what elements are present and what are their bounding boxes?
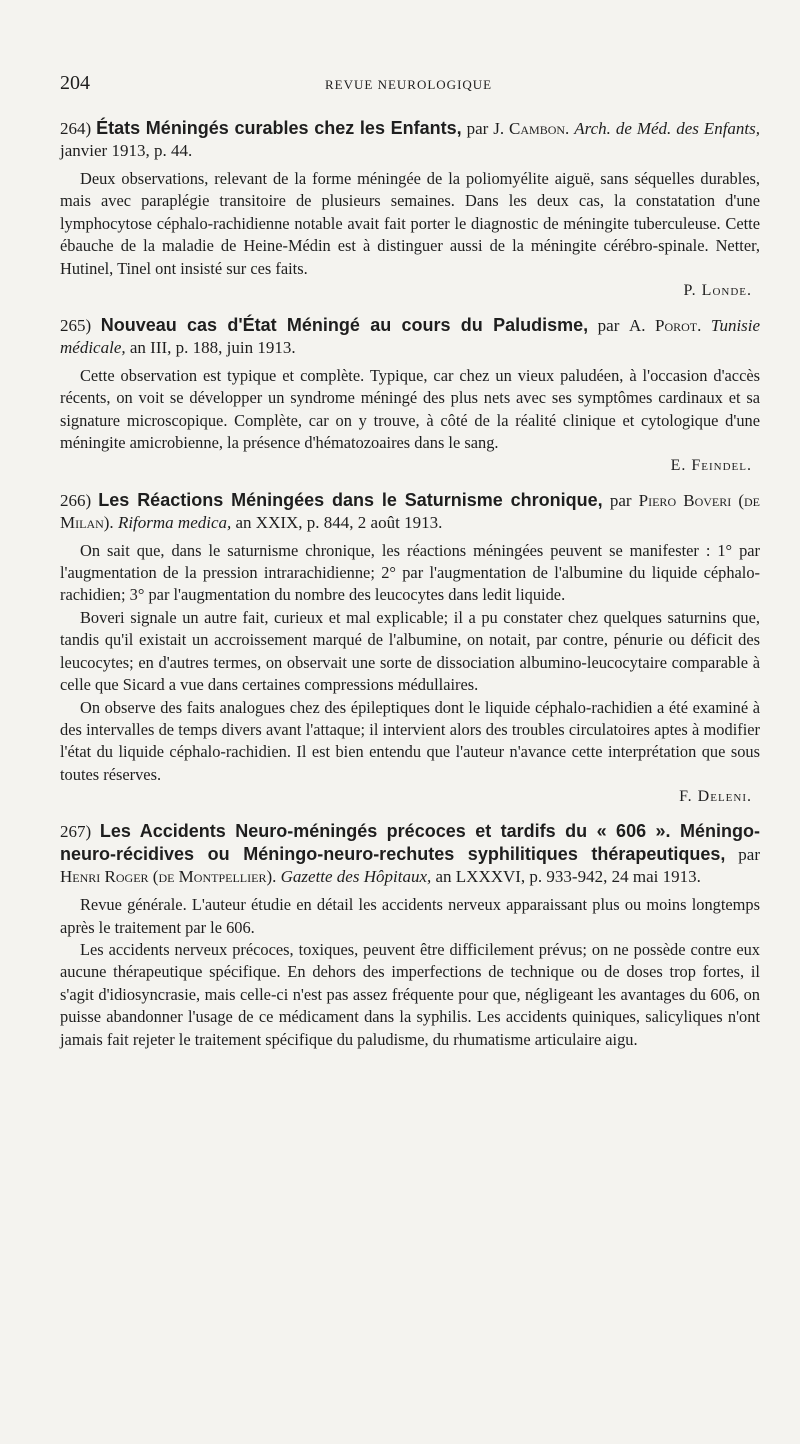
entry-reference: janvier 1913, p. 44. — [60, 141, 193, 160]
entry-journal: Arch. de Méd. des Enfants, — [574, 119, 761, 138]
reviewer-signature: F. Deleni. — [679, 788, 752, 806]
running-title: REVUE NEUROLOGIQUE — [325, 77, 493, 92]
abstract-paragraph: Les accidents nerveux précoces, toxiques, peuvent être difficilement prévus; on ne possède contre eux aucune thérapeutique spécifique. En dehors des imperfections de technique ou de doses trop fortes, il s'agit d'idiosyncrasie, mais celle-ci n'est pas assez fréquente pour que, négligeant les avantages du 606, on puisse abandonner l'usage de ce médicament dans la syphilis. Les accidents quiniques, salicyliques n'ont jamais fait rejeter le traitement spécifique du paludisme, du rhumatisme articulaire aigu. — [60, 939, 760, 1049]
by-word: par — [597, 316, 620, 336]
reviewer-signature: E. Feindel. — [670, 456, 752, 474]
abstract-paragraph: Cette observation est typique et complète. Typique, car chez un vieux paludéen, à l'occasion d'accès récents, on voit se développer un syndrome méningé des plus nets avec ses symptômes cardinaux et sa signature microscopique. Complète, car on y trouve, à côté de la réalité clinique et cytologique d'une méningite amicrobienne, la présence d'hématozoaires dans le sang. — [60, 366, 760, 453]
journal-page — [60, 72, 760, 1065]
entry-heading — [60, 489, 760, 534]
entry-author: Piero Boveri (de Milan). — [60, 490, 761, 532]
entry-journal: Riforma medica, — [117, 512, 232, 532]
entry-heading — [60, 820, 760, 888]
entry-heading — [60, 117, 760, 162]
entry-number: 266) — [60, 490, 92, 510]
entry-title: États Méningés curables chez les Enfants, — [96, 118, 462, 138]
entry-reference: an LXXXVI, p. 933-942, 24 mai 1913. — [435, 867, 701, 887]
abstract-paragraph: Boveri signale un autre fait, curieux et mal explicable; il a pu constater chez quelques saturnins que, tandis qu'il existait un accroissement marqué de l'albumine, on notait, par contre, pénurie ou déficit des leucocytes; en d'autres termes, on observait une sorte de dissociation albumino-leucocytaire comparable à celle que Sicard a vue dans certaines compressions médullaires. — [60, 607, 760, 695]
by-word: par — [466, 119, 489, 138]
abstract-paragraph: Revue générale. L'auteur étudie en détail les accidents nerveux apparaissant plus ou moins longtemps après le traitement par le 606. — [60, 895, 760, 937]
entry-number: 267) — [60, 822, 92, 842]
by-word: par — [738, 845, 760, 865]
entry-author: Henri Roger (de Montpellier). — [60, 867, 277, 887]
entry-heading — [60, 314, 760, 359]
entry-reference: an XXIX, p. 844, 2 août 1913. — [235, 512, 443, 532]
entry-number: 265) — [60, 316, 92, 336]
entry-author: A. Porot. — [628, 316, 702, 336]
abstract-entry — [60, 489, 760, 806]
abstract-entry — [60, 314, 760, 475]
entry-number: 264) — [60, 119, 92, 138]
entry-journal: Gazette des Hôpitaux, — [280, 867, 432, 887]
entry-author: J. Cambon. — [493, 119, 570, 138]
entry-reference: an III, p. 188, juin 1913. — [129, 338, 296, 358]
running-header — [60, 72, 760, 95]
by-word: par — [609, 490, 632, 510]
entry-title: Les Réactions Méningées dans le Saturnisme chronique, — [98, 489, 603, 510]
abstract-paragraph: On observe des faits analogues chez des épileptiques dont le liquide céphalo-rachidien a été examiné à des intervalles de temps divers avant l'attaque; il intervient alors des troubles circulatoires aptes à modifier l'état du liquide céphalo-rachidien. Il est bien entendu que l'auteur n'avance cette interprétation que sous toutes réserves. — [60, 697, 760, 784]
reviewer-signature: P. Londe. — [683, 282, 752, 300]
abstract-entry — [60, 820, 760, 1051]
abstract-paragraph: On sait que, dans le saturnisme chronique, les réactions méningées peuvent se manifester : 1° par l'augmentation de la pression intrarachidienne; 2° par l'augmentation de l'albumine du liquide céphalo-rachidien; 3° par l'augmentation du nombre des leucocytes dans ledit liquide. — [60, 540, 760, 605]
abstract-paragraph: Deux observations, relevant de la forme méningée de la poliomyélite aiguë, sans séquelles durables, mais avec paraplégie transitoire de plusieurs semaines. Dans les deux cas, la constatation d'une lymphocytose céphalo-rachidienne notable avait fait porter le diagnostic de méningite tuberculeuse. Cette ébauche de la maladie de Heine-Médin est à distinguer aussi de la méningite cérébro-spinale. Netter, Hutinel, Tinel ont insisté sur ces faits. — [60, 169, 760, 278]
entry-journal: Tunisie médicale, — [60, 316, 761, 358]
entry-title: Les Accidents Neuro-méningés précoces et tardifs du « 606 ». Méningo-neuro-récidives ou Méningo-neuro-rechutes syphilitiques thérapeutiques, — [60, 821, 761, 865]
entry-title: Nouveau cas d'État Méningé au cours du Paludisme, — [100, 315, 589, 336]
abstract-entry — [60, 117, 760, 300]
page-number: 204 — [60, 72, 90, 94]
